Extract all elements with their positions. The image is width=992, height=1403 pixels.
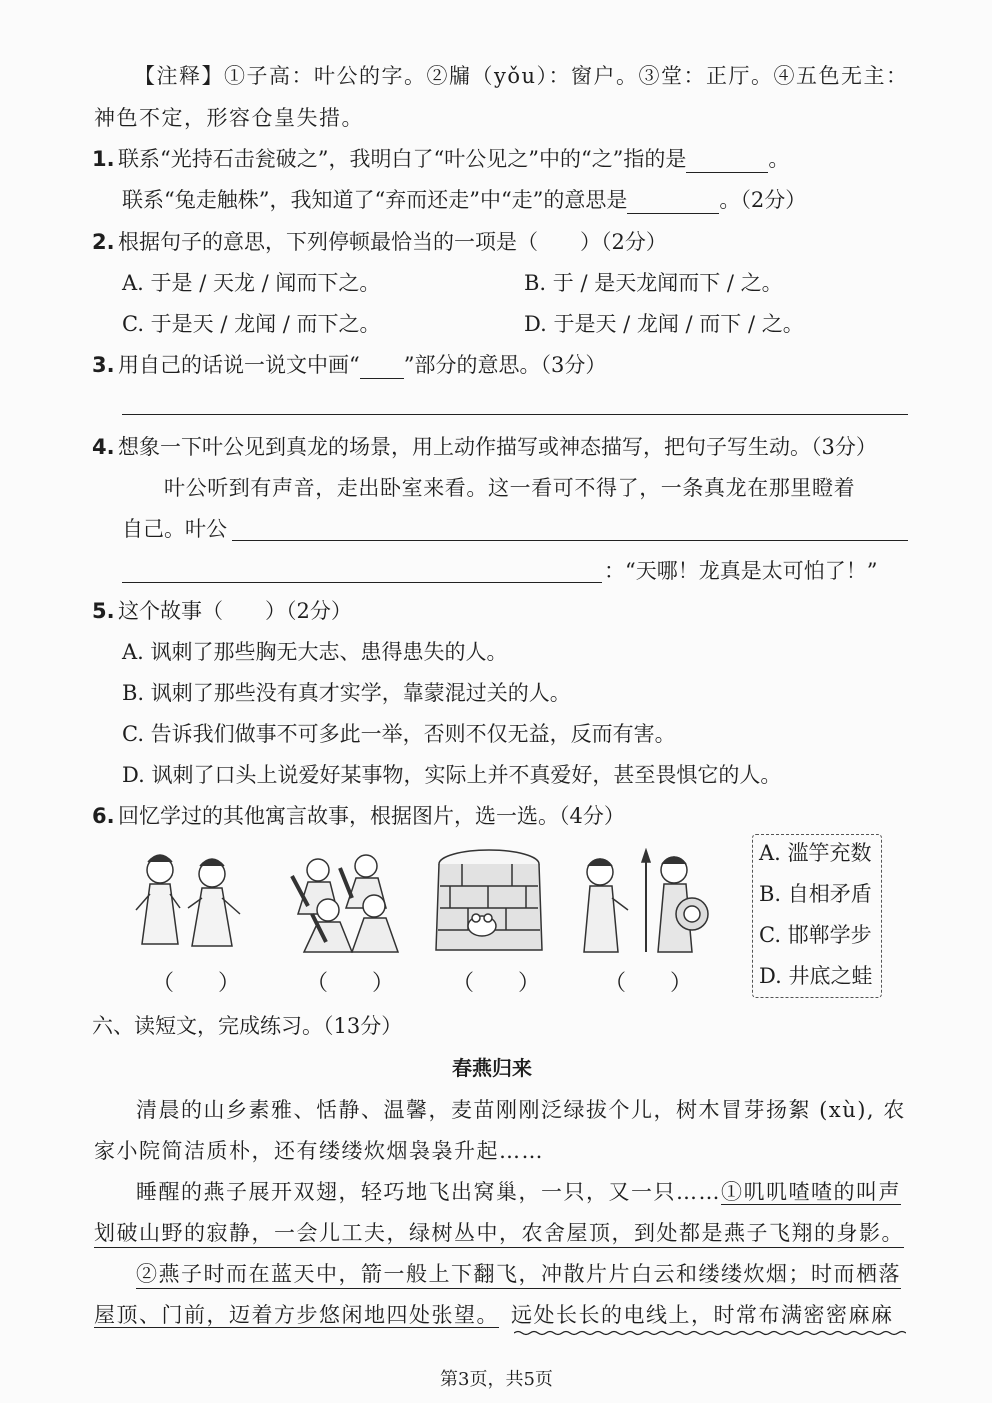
q5-option-d[interactable]: D. 讽刺了口头上说爱好某事物，实际上并不真爱好，甚至畏惧它的人。: [122, 763, 782, 787]
q3-text-post: ”部分的意思。（3分）: [403, 353, 607, 377]
wavy-underline: [514, 1330, 906, 1336]
q1-answer-blank-1[interactable]: [686, 150, 768, 173]
q5-number: 5.: [92, 599, 115, 623]
picture-spear-shield: [574, 848, 714, 958]
q2-option-d[interactable]: D. 于是天 / 龙闻 / 而下 / 之。: [524, 312, 804, 336]
page-footer: 第3页，共5页: [440, 1369, 553, 1390]
q6-choice-d: D. 井底之蛙: [759, 964, 873, 988]
q3-number: 3.: [92, 353, 115, 377]
q5-option-c[interactable]: C. 告诉我们做事不可多此一举，否则不仅无益，反而有害。: [122, 722, 676, 746]
q6-number: 6.: [92, 804, 115, 828]
passage-p1-line2: 家小院简洁质朴，还有缕缕炊烟袅袅升起……: [94, 1139, 544, 1163]
passage-p2-line1-a: 睡醒的燕子展开双翅，轻巧地飞出窝巢，一只，又一只……: [136, 1180, 721, 1204]
q4-number: 4.: [92, 435, 115, 459]
q6-choice-c: C. 邯郸学步: [759, 923, 872, 947]
q4-answer-line-2[interactable]: [122, 582, 602, 583]
q6-blank-3[interactable]: （ ）: [452, 971, 541, 996]
q6-choice-a: A. 滥竽充数: [759, 841, 872, 865]
q1-line-2-text: 联系“兔走触株”，我知道了“弃而还走”中“走”的意思是: [122, 188, 628, 212]
q3-text: [118, 351, 606, 379]
q4-text: 想象一下叶公见到真龙的场景，用上动作描写或神态描写，把句子写生动。（3分）: [118, 435, 877, 459]
q5-option-a[interactable]: A. 讽刺了那些胸无大志、患得患失的人。: [122, 640, 508, 664]
q6-blank-2[interactable]: （ ）: [306, 971, 395, 996]
q1-line-2: [122, 186, 806, 214]
q6-blank-4[interactable]: （ ）: [604, 971, 693, 996]
picture-yu-players: [282, 848, 406, 956]
q1-line-2-end: 。（2分）: [719, 188, 807, 212]
section-6-heading: 六、读短文，完成练习。（13分）: [92, 1014, 403, 1038]
q2-option-a[interactable]: A. 于是 / 天龙 / 闻而下之。: [122, 271, 381, 295]
notes-line-1: 【注释】①子高：叶公的字。②牖（yǒu）：窗户。③堂：正厅。④五色无主：: [134, 64, 909, 88]
q4-line-2: 自己。叶公: [122, 517, 227, 541]
notes-line-2: 神色不定，形容仓皇失措。: [94, 106, 364, 130]
q6-choices-box: [752, 834, 882, 998]
q2-text: 根据句子的意思，下列停顿最恰当的一项是（ ）（2分）: [118, 230, 667, 254]
q5-option-b[interactable]: B. 讽刺了那些没有真才实学，靠蒙混过关的人。: [122, 681, 571, 705]
q2-option-c[interactable]: C. 于是天 / 龙闻 / 而下之。: [122, 312, 381, 336]
q1-answer-blank-2[interactable]: [627, 191, 719, 214]
passage-p2-line1: [136, 1178, 901, 1206]
q3-underline-mark: [360, 356, 404, 379]
passage-p3-line1-underlined: ②燕子时而在蓝天中，箭一般上下翻飞，冲散片片白云和缕缕炊烟；时而栖落: [136, 1260, 901, 1289]
picture-handan-walk: [126, 848, 250, 956]
q6-blank-1[interactable]: （ ）: [152, 971, 241, 996]
q3-text-pre: 用自己的话说一说文中画“: [118, 353, 360, 377]
q1-line-1: [118, 145, 789, 173]
passage-title: 春燕归来: [452, 1056, 532, 1080]
passage-p2-underlined-start: ①叽叽喳喳的叫声: [721, 1180, 901, 1204]
q2-option-b[interactable]: B. 于 / 是天龙闻而下 / 之。: [524, 271, 783, 295]
q4-paragraph: 叶公听到有声音，走出卧室来看。这一看可不得了，一条真龙在那里瞪着: [164, 476, 856, 500]
q6-text: 回忆学过的其他寓言故事，根据图片，选一选。（4分）: [118, 804, 625, 828]
q1-number: 1.: [92, 147, 115, 171]
q4-tail: ：“天哪！龙真是太可怕了！”: [604, 559, 878, 583]
q4-answer-line-1[interactable]: [232, 540, 908, 541]
q3-answer-line[interactable]: [122, 414, 908, 415]
passage-p2-line2-underlined: 划破山野的寂静，一会儿工夫，绿树丛中，农舍屋顶，到处都是燕子飞翔的身影。: [94, 1219, 904, 1248]
passage-p3-line2-underlined: 屋顶、门前，迈着方步悠闲地四处张望。: [94, 1303, 499, 1327]
q2-number: 2.: [92, 230, 115, 254]
q5-text: 这个故事（ ）（2分）: [118, 599, 352, 623]
q1-line-1-end: 。: [768, 147, 790, 171]
passage-p1-line1: 清晨的山乡素雅、恬静、温馨，麦苗刚刚泛绿拔个儿，树木冒芽扬絮 (xù), 农: [136, 1098, 906, 1122]
q6-choice-b: B. 自相矛盾: [759, 882, 872, 906]
picture-frog-in-well: [432, 846, 546, 956]
passage-p3-line2: [94, 1301, 894, 1329]
q1-line-1-text: 联系“光持石击瓮破之”，我明白了“叶公见之”中的“之”指的是: [118, 147, 687, 171]
passage-p3-line2-wavy: 远处长长的电线上，时常布满密密麻麻: [511, 1303, 894, 1327]
